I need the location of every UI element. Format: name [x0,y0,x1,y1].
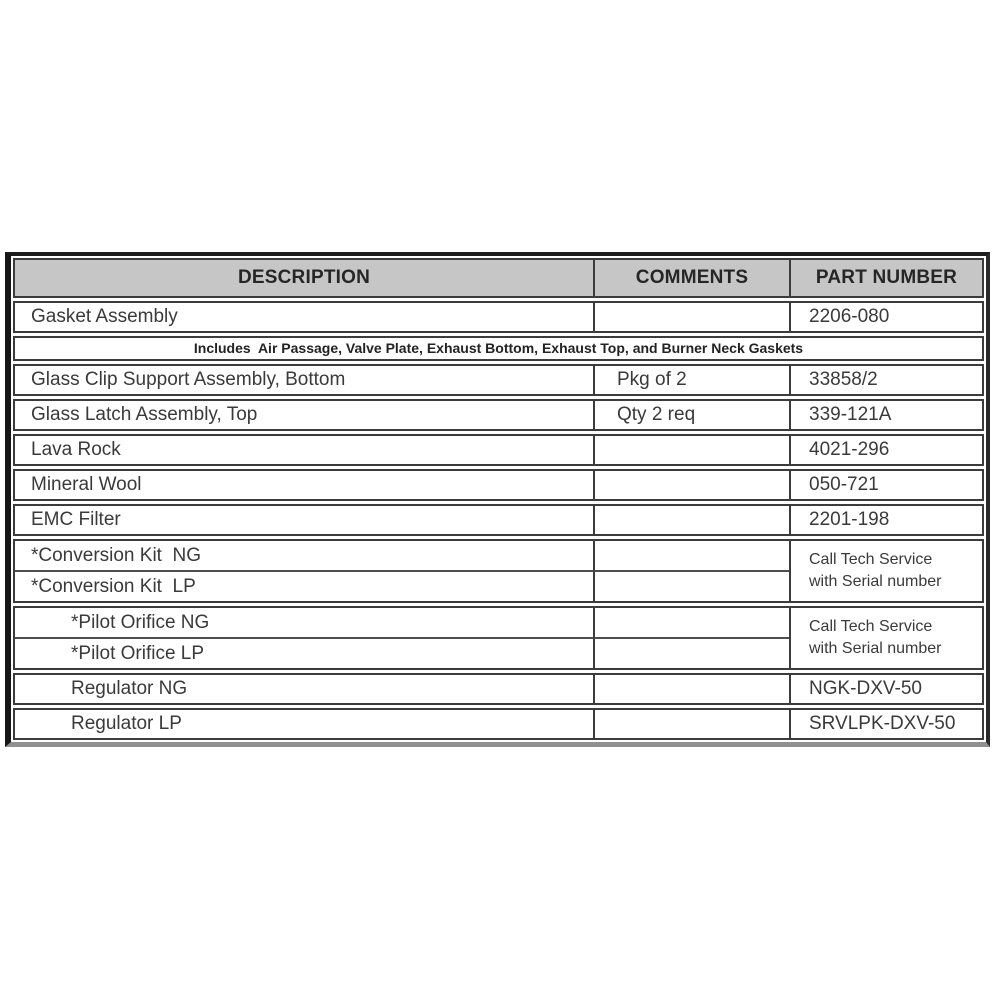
row-group-conversion-kit [13,539,984,603]
row-lava-rock [13,434,984,466]
part-number-cell: 339-121A [789,401,982,429]
column-header-part-number: PART NUMBER [789,260,982,296]
description-cell: Lava Rock [31,439,121,460]
part-number-cell: NGK-DXV-50 [789,675,982,703]
description-cell: *Conversion Kit LP [31,576,196,597]
comments-cell [593,572,789,601]
description-cell: Regulator NG [71,678,188,699]
call-tech-service-text: Call Tech Service with Serial number [809,618,942,657]
comments-cell [593,436,789,464]
part-number-cell: 4021-296 [789,436,982,464]
comments-cell [593,608,789,639]
comments-cell [593,541,789,572]
call-tech-service-text: Call Tech Service with Serial number [809,551,942,590]
row-includes-note [13,336,984,361]
part-number-cell: 050-721 [789,471,982,499]
description-cell: Glass Clip Support Assembly, Bottom [31,369,346,390]
row-group-pilot-orifice [13,606,984,670]
comments-cell [593,303,789,331]
includes-note-text: Includes Air Passage, Valve Plate, Exhaust Bottom, Exhaust Top, and Burner Neck Gaskets [193,340,804,356]
column-header-description: DESCRIPTION [237,267,371,288]
row-mineral-wool [13,469,984,501]
comments-cell [593,675,789,703]
part-number-cell: 2201-198 [789,506,982,534]
description-cell: *Conversion Kit NG [15,541,593,572]
comments-cell [593,471,789,499]
comments-cell [593,710,789,738]
column-header-comments: COMMENTS [593,260,789,296]
description-cell: EMC Filter [31,509,121,530]
part-number-cell: 2206-080 [789,303,982,331]
comments-cell [593,639,789,668]
row-regulator-ng [13,673,984,705]
part-number-cell: SRVLPK-DXV-50 [789,710,982,738]
part-number-cell [789,608,982,668]
parts-table [5,252,990,747]
description-cell: Regulator LP [71,713,182,734]
row-gasket-assembly [13,301,984,333]
description-cell: Mineral Wool [31,474,142,495]
description-cell: *Pilot Orifice NG [15,608,593,639]
part-number-cell [789,541,982,601]
comments-cell: Qty 2 req [593,401,789,429]
row-emc-filter [13,504,984,536]
part-number-cell: 33858/2 [789,366,982,394]
comments-cell: Pkg of 2 [593,366,789,394]
row-regulator-lp [13,708,984,740]
row-glass-clip-support [13,364,984,396]
description-cell: *Pilot Orifice LP [71,643,205,664]
row-glass-latch [13,399,984,431]
table-header-row [13,258,984,298]
description-cell: Gasket Assembly [31,306,178,327]
comments-cell [593,506,789,534]
description-cell: Glass Latch Assembly, Top [31,404,258,425]
